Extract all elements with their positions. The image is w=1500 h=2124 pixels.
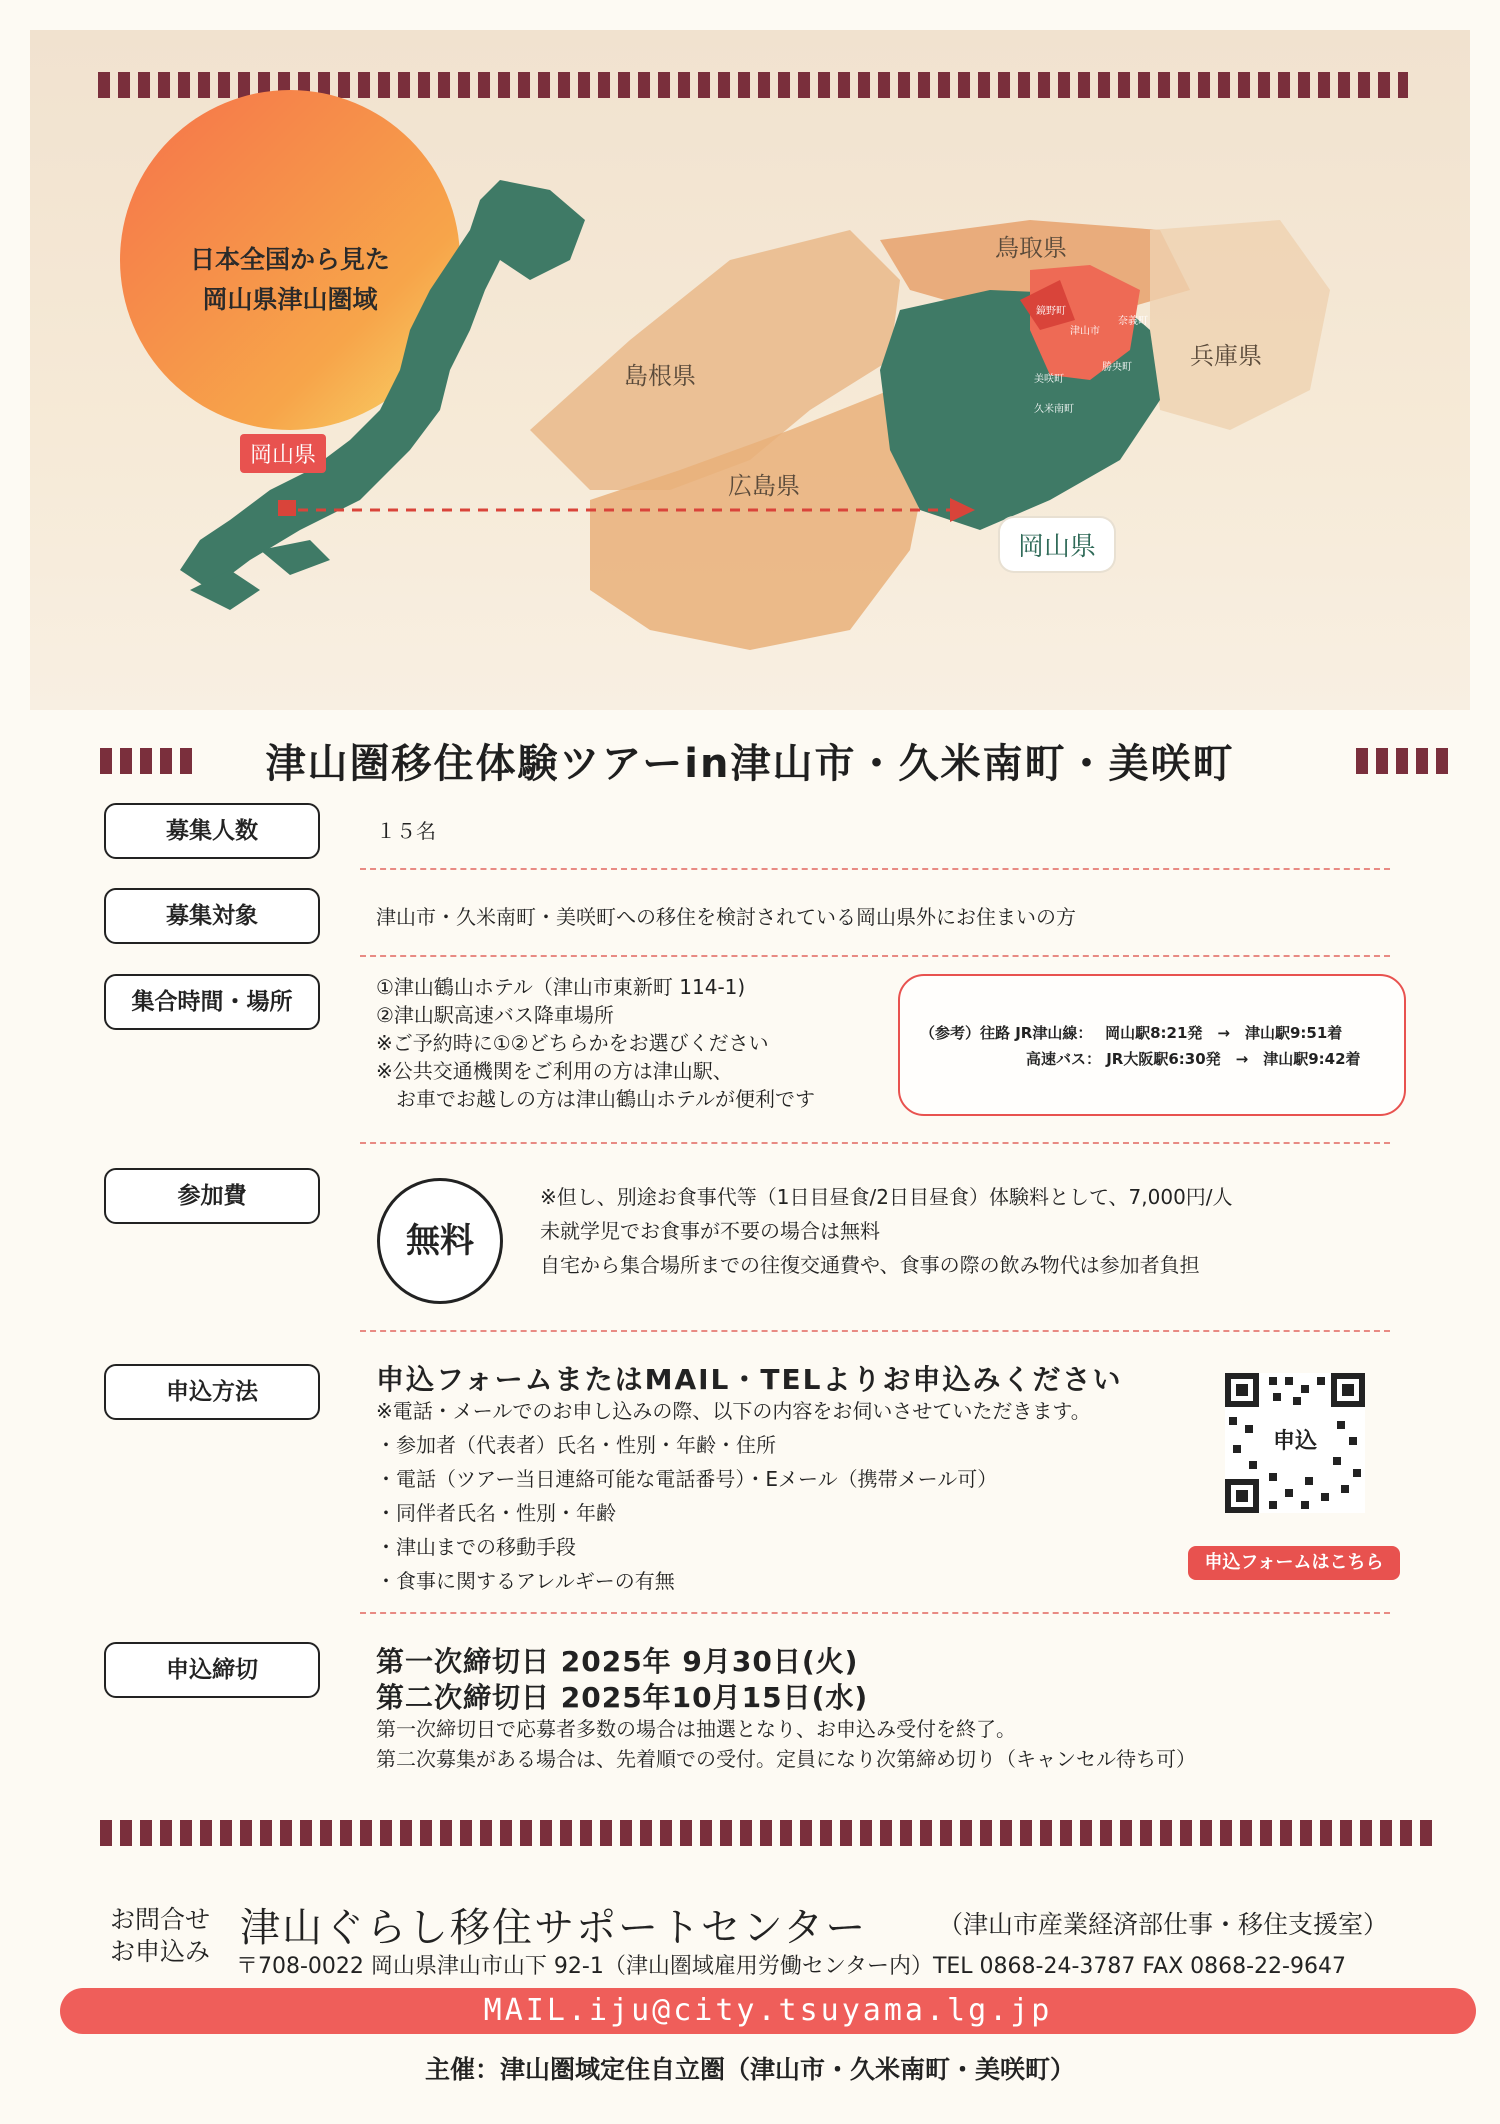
apply-headline: 申込フォームまたはMAIL・TELよりお申込みください (376, 1363, 1123, 1396)
reference-line-2: 高速バス： JR大阪駅6:30発 → 津山駅9:42着 (1026, 1050, 1361, 1068)
tottori-label: 鳥取県 (995, 234, 1067, 262)
deadline-note: 第二次募集がある場合は、先着順での受付。定員になり次第締め切り（キャンセル待ち可） (376, 1747, 1196, 1771)
divider (360, 1330, 1390, 1332)
town-label: 久米南町 (1034, 404, 1074, 415)
meeting-line: ①津山鶴山ホテル（津山市東新町 114-1) (376, 975, 746, 999)
department: （津山市産業経済部仕事・移住支援室） (938, 1910, 1389, 1939)
apply-line: ・食事に関するアレルギーの有無 (376, 1569, 675, 1593)
meeting-line: ※公共交通機関をご利用の方は津山駅、 (376, 1059, 733, 1083)
free-badge: 無料 (377, 1178, 503, 1304)
apply-label: 申込方法 (104, 1364, 320, 1420)
divider (360, 1612, 1390, 1614)
deadline-note: 第一次締切日で応募者多数の場合は抽選となり、お申込み受付を終了。 (376, 1717, 1016, 1741)
page-title: 津山圏移住体験ツアーin津山市・久米南町・美咲町 (265, 741, 1235, 787)
divider (360, 1142, 1390, 1144)
divider (360, 955, 1390, 957)
form-link-button[interactable]: 申込フォームはこちら (1188, 1546, 1400, 1580)
town-label: 美咲町 (1034, 374, 1064, 385)
target-label: 募集対象 (104, 888, 320, 944)
town-label: 津山市 (1070, 326, 1100, 337)
second-deadline: 第二次締切日 2025年10月15日(水) (376, 1681, 869, 1714)
apply-line: ・電話（ツアー当日連絡可能な電話番号）・Eメール（携帯メール可） (376, 1467, 998, 1491)
apply-line: ※電話・メールでのお申し込みの際、以下の内容をお伺いさせていただきます。 (376, 1399, 1091, 1423)
deadline-label: 申込締切 (104, 1642, 320, 1698)
shimane-label: 島根県 (624, 362, 696, 390)
meeting-label: 集合時間・場所 (104, 974, 320, 1030)
town-label: 勝央町 (1102, 362, 1132, 373)
capacity-label: 募集人数 (104, 803, 320, 859)
qr-code[interactable] (1225, 1373, 1365, 1513)
bottom-decorative-bar (100, 1820, 1440, 1846)
address: 〒708-0022 岡山県津山市山下 92-1（津山圏域雇用労働センター内）TEL 0868-24-3787 FAX 0868-22-9647 (236, 1954, 1346, 1979)
fee-line: ※但し、別途お食事代等（1日目昼食/2日目昼食）体験料として、7,000円/人 (540, 1185, 1233, 1209)
okayama-pill: 岡山県 (1000, 518, 1114, 571)
sun-caption-line1: 日本全国から見た (189, 245, 390, 274)
okayama-tag: 岡山県 (240, 434, 326, 473)
reference-box (898, 974, 1406, 1116)
map-hero (30, 30, 1470, 710)
fee-label: 参加費 (104, 1168, 320, 1224)
title-row (100, 732, 1400, 792)
apply-line: ・津山までの移動手段 (376, 1535, 576, 1559)
hyogo-region (1150, 220, 1330, 430)
fee-line: 未就学児でお食事が不要の場合は無料 (540, 1219, 880, 1243)
town-label: 奈義町 (1118, 316, 1148, 327)
meeting-line: お車でお越しの方は津山鶴山ホテルが便利です (376, 1087, 815, 1111)
apply-line: ・同伴者氏名・性別・年齢 (376, 1501, 616, 1525)
apply-line: ・参加者（代表者）氏名・性別・年齢・住所 (376, 1433, 776, 1457)
title-bar-left (100, 748, 200, 774)
contact-label (110, 1904, 210, 1968)
sun-caption (160, 240, 420, 320)
meeting-line: ※ご予約時に①②どちらかをお選びください (376, 1031, 769, 1055)
qr-label: 申込 (1267, 1425, 1323, 1459)
target-value: 津山市・久米南町・美咲町への移住を検討されている岡山県外にお住まいの方 (376, 905, 1076, 929)
contact-line2: お申込み (110, 1937, 211, 1966)
hyogo-label: 兵庫県 (1190, 342, 1262, 370)
sun-caption-line2: 岡山県津山圏域 (202, 285, 378, 314)
center-name: 津山ぐらし移住サポートセンター (240, 1905, 868, 1951)
contact-line1: お問合せ (110, 1905, 211, 1934)
title-bar-right (1356, 748, 1456, 774)
mail-link[interactable]: MAIL.iju@city.tsuyama.lg.jp (60, 1988, 1476, 2034)
reference-line-1: （参考）往路 JR津山線： 岡山駅8:21発 → 津山駅9:51着 (920, 1024, 1343, 1042)
organizer: 主催：津山圏域定住自立圏（津山市・久米南町・美咲町） (424, 2055, 1075, 2084)
first-deadline: 第一次締切日 2025年 9月30日(火) (376, 1645, 859, 1678)
divider (360, 868, 1390, 870)
fee-line: 自宅から集合場所までの往復交通費や、食事の際の飲み物代は参加者負担 (540, 1253, 1200, 1277)
capacity-value: １５名 (376, 819, 436, 843)
hiroshima-label: 広島県 (728, 472, 800, 500)
meeting-line: ②津山駅高速バス降車場所 (376, 1003, 614, 1027)
town-label: 鏡野町 (1036, 306, 1066, 317)
